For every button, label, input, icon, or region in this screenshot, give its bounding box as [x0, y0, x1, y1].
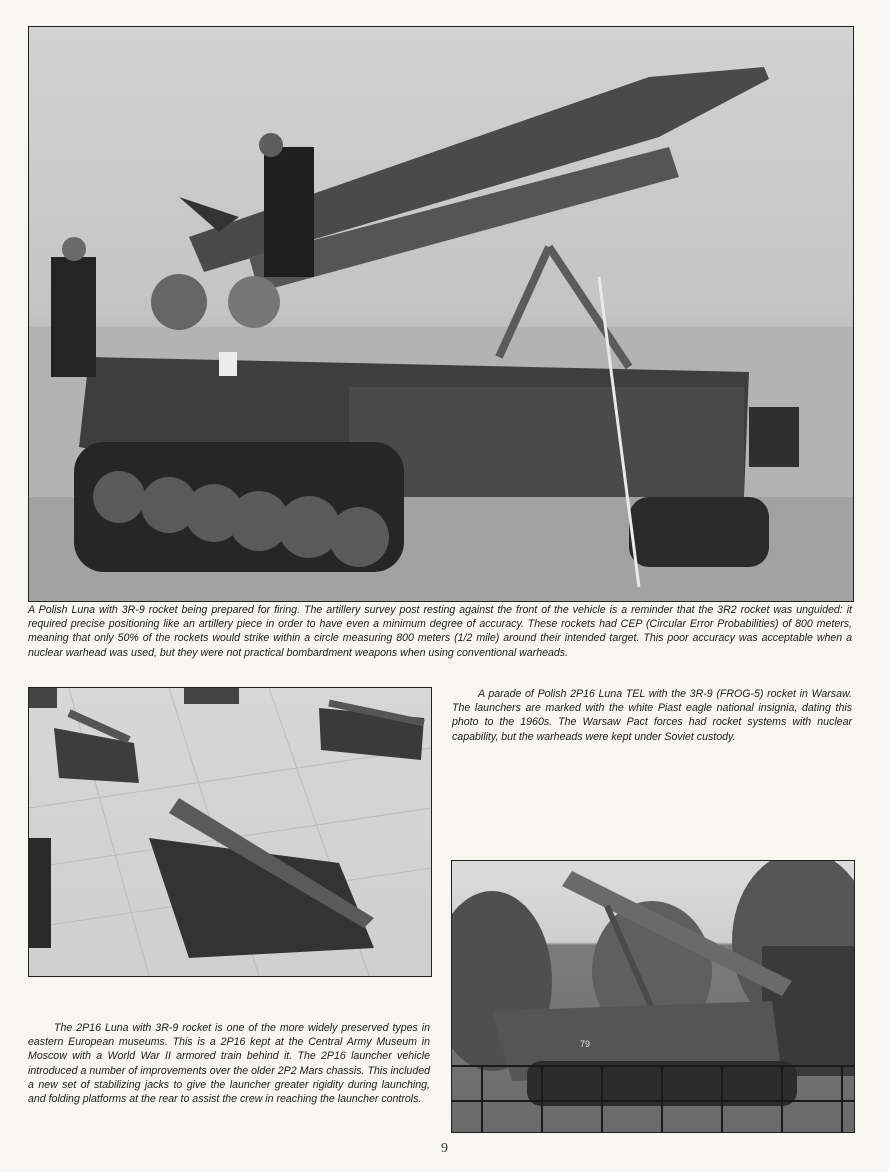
museum-illustration — [452, 861, 854, 1132]
caption-moscow-museum: The 2P16 Luna with 3R-9 rocket is one of the more widely preserved types in eastern European museums. This is a 2P16 kept at the Central Army Museum in Moscow with a World War II armored train behind it. The 2P16 launcher vehicle introduced a number of improvements over the older 2P2 Mars chassis. This included a new set of stabilizing jacks to give the launcher greater rigidity during launching, and folding platforms at the rear to assist the crew in reaching the launcher controls. — [28, 1022, 430, 1106]
page-number: 9 — [441, 1141, 448, 1156]
photo-warsaw-parade — [28, 687, 432, 977]
photo-luna-launcher-preparation — [28, 26, 854, 602]
parade-illustration — [29, 688, 431, 976]
vehicle-number-marking: 79 — [580, 1039, 591, 1049]
caption-luna-preparation: A Polish Luna with 3R-9 rocket being prepared for firing. The artillery survey post resting against the front of the vehicle is a reminder that the 3R2 rocket was unguided: it required precise positioning like an artillery piece in order to have even a minimum degree of accuracy. These rockets had CEP (Circular Error Probabilities) of 800 meters, meaning that only 50% of the rockets would strike within a circle measuring 800 meters (1/2 mile) around their intended target. This poor accuracy was acceptable when a nuclear warhead was used, but they were not practical bombardment weapons when using conventional warheads. — [28, 604, 852, 659]
photo-moscow-museum — [451, 860, 855, 1133]
launcher-illustration — [29, 27, 853, 601]
caption-warsaw-parade: A parade of Polish 2P16 Luna TEL with the 3R-9 (FROG-5) rocket in Warsaw. The launchers are marked with the white Piast eagle national insignia, dating this photo to the 1960s. The Warsaw Pact forces had rocket systems with nuclear capability, but the warheads were kept under Soviet custody. — [452, 688, 852, 743]
